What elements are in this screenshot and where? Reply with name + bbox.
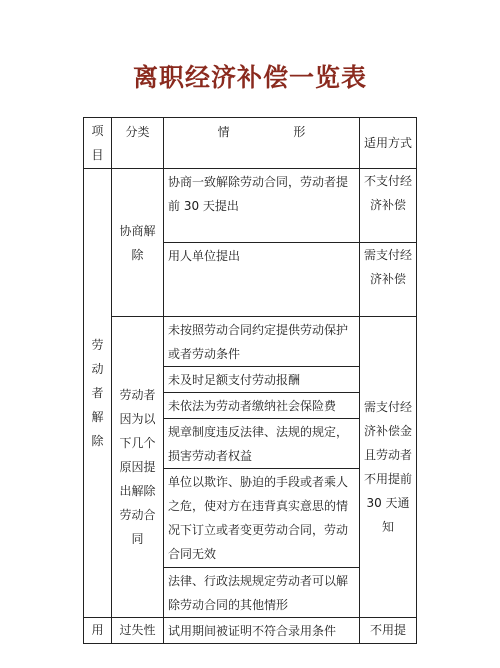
situation-cause-5: 单位以欺诈、胁迫的手段或者乘人之危，使对方在违背真实意思的情况下订立或者变更劳动合同，劳动合同无效: [164, 469, 360, 568]
table-row: [84, 169, 417, 243]
page-title: 离职经济补偿一览表: [132, 63, 367, 92]
situation-cause-4: 规章制度违反法律、法规的规定，损害劳动者权益: [164, 419, 360, 469]
situation-cause-3: 未依法为劳动者缴纳社会保险费: [164, 393, 360, 419]
header-category: 分类: [112, 118, 164, 169]
method-mutual-1: 不支付经济补偿: [360, 169, 417, 243]
situation-cause-2: 未及时足额支付劳动报酬: [164, 367, 360, 393]
item-last: 用: [84, 618, 112, 644]
header-method: 适用方式: [360, 118, 417, 169]
category-mutual: 协商解除: [112, 169, 164, 317]
table-row: [84, 317, 417, 367]
method-last: 不用提: [360, 618, 417, 644]
table-row: [84, 618, 417, 644]
method-mutual-2: 需支付经济补偿: [360, 243, 417, 317]
table-header-row: [84, 118, 417, 169]
method-cause: 需支付经济补偿金且劳动者不用提前 30 天通知: [360, 317, 417, 618]
situation-last: 试用期间被证明不符合录用条件: [164, 618, 360, 644]
category-cause: 劳动者因为以下几个原因提出解除劳动合同: [112, 317, 164, 618]
header-situation: 情 形: [164, 118, 360, 169]
compensation-table: [83, 117, 417, 644]
header-item: 项目: [84, 118, 112, 169]
situation-cause-1: 未按照劳动合同约定提供劳动保护或者劳动条件: [164, 317, 360, 367]
situation-mutual-1: 协商一致解除劳动合同，劳动者提前 30 天提出: [164, 169, 360, 243]
item-employee-termination: 劳动者解除: [84, 169, 112, 618]
situation-mutual-2: 用人单位提出: [164, 243, 360, 317]
category-last: 过失性: [112, 618, 164, 644]
situation-cause-6: 法律、行政法规规定劳动者可以解除劳动合同的其他情形: [164, 568, 360, 618]
